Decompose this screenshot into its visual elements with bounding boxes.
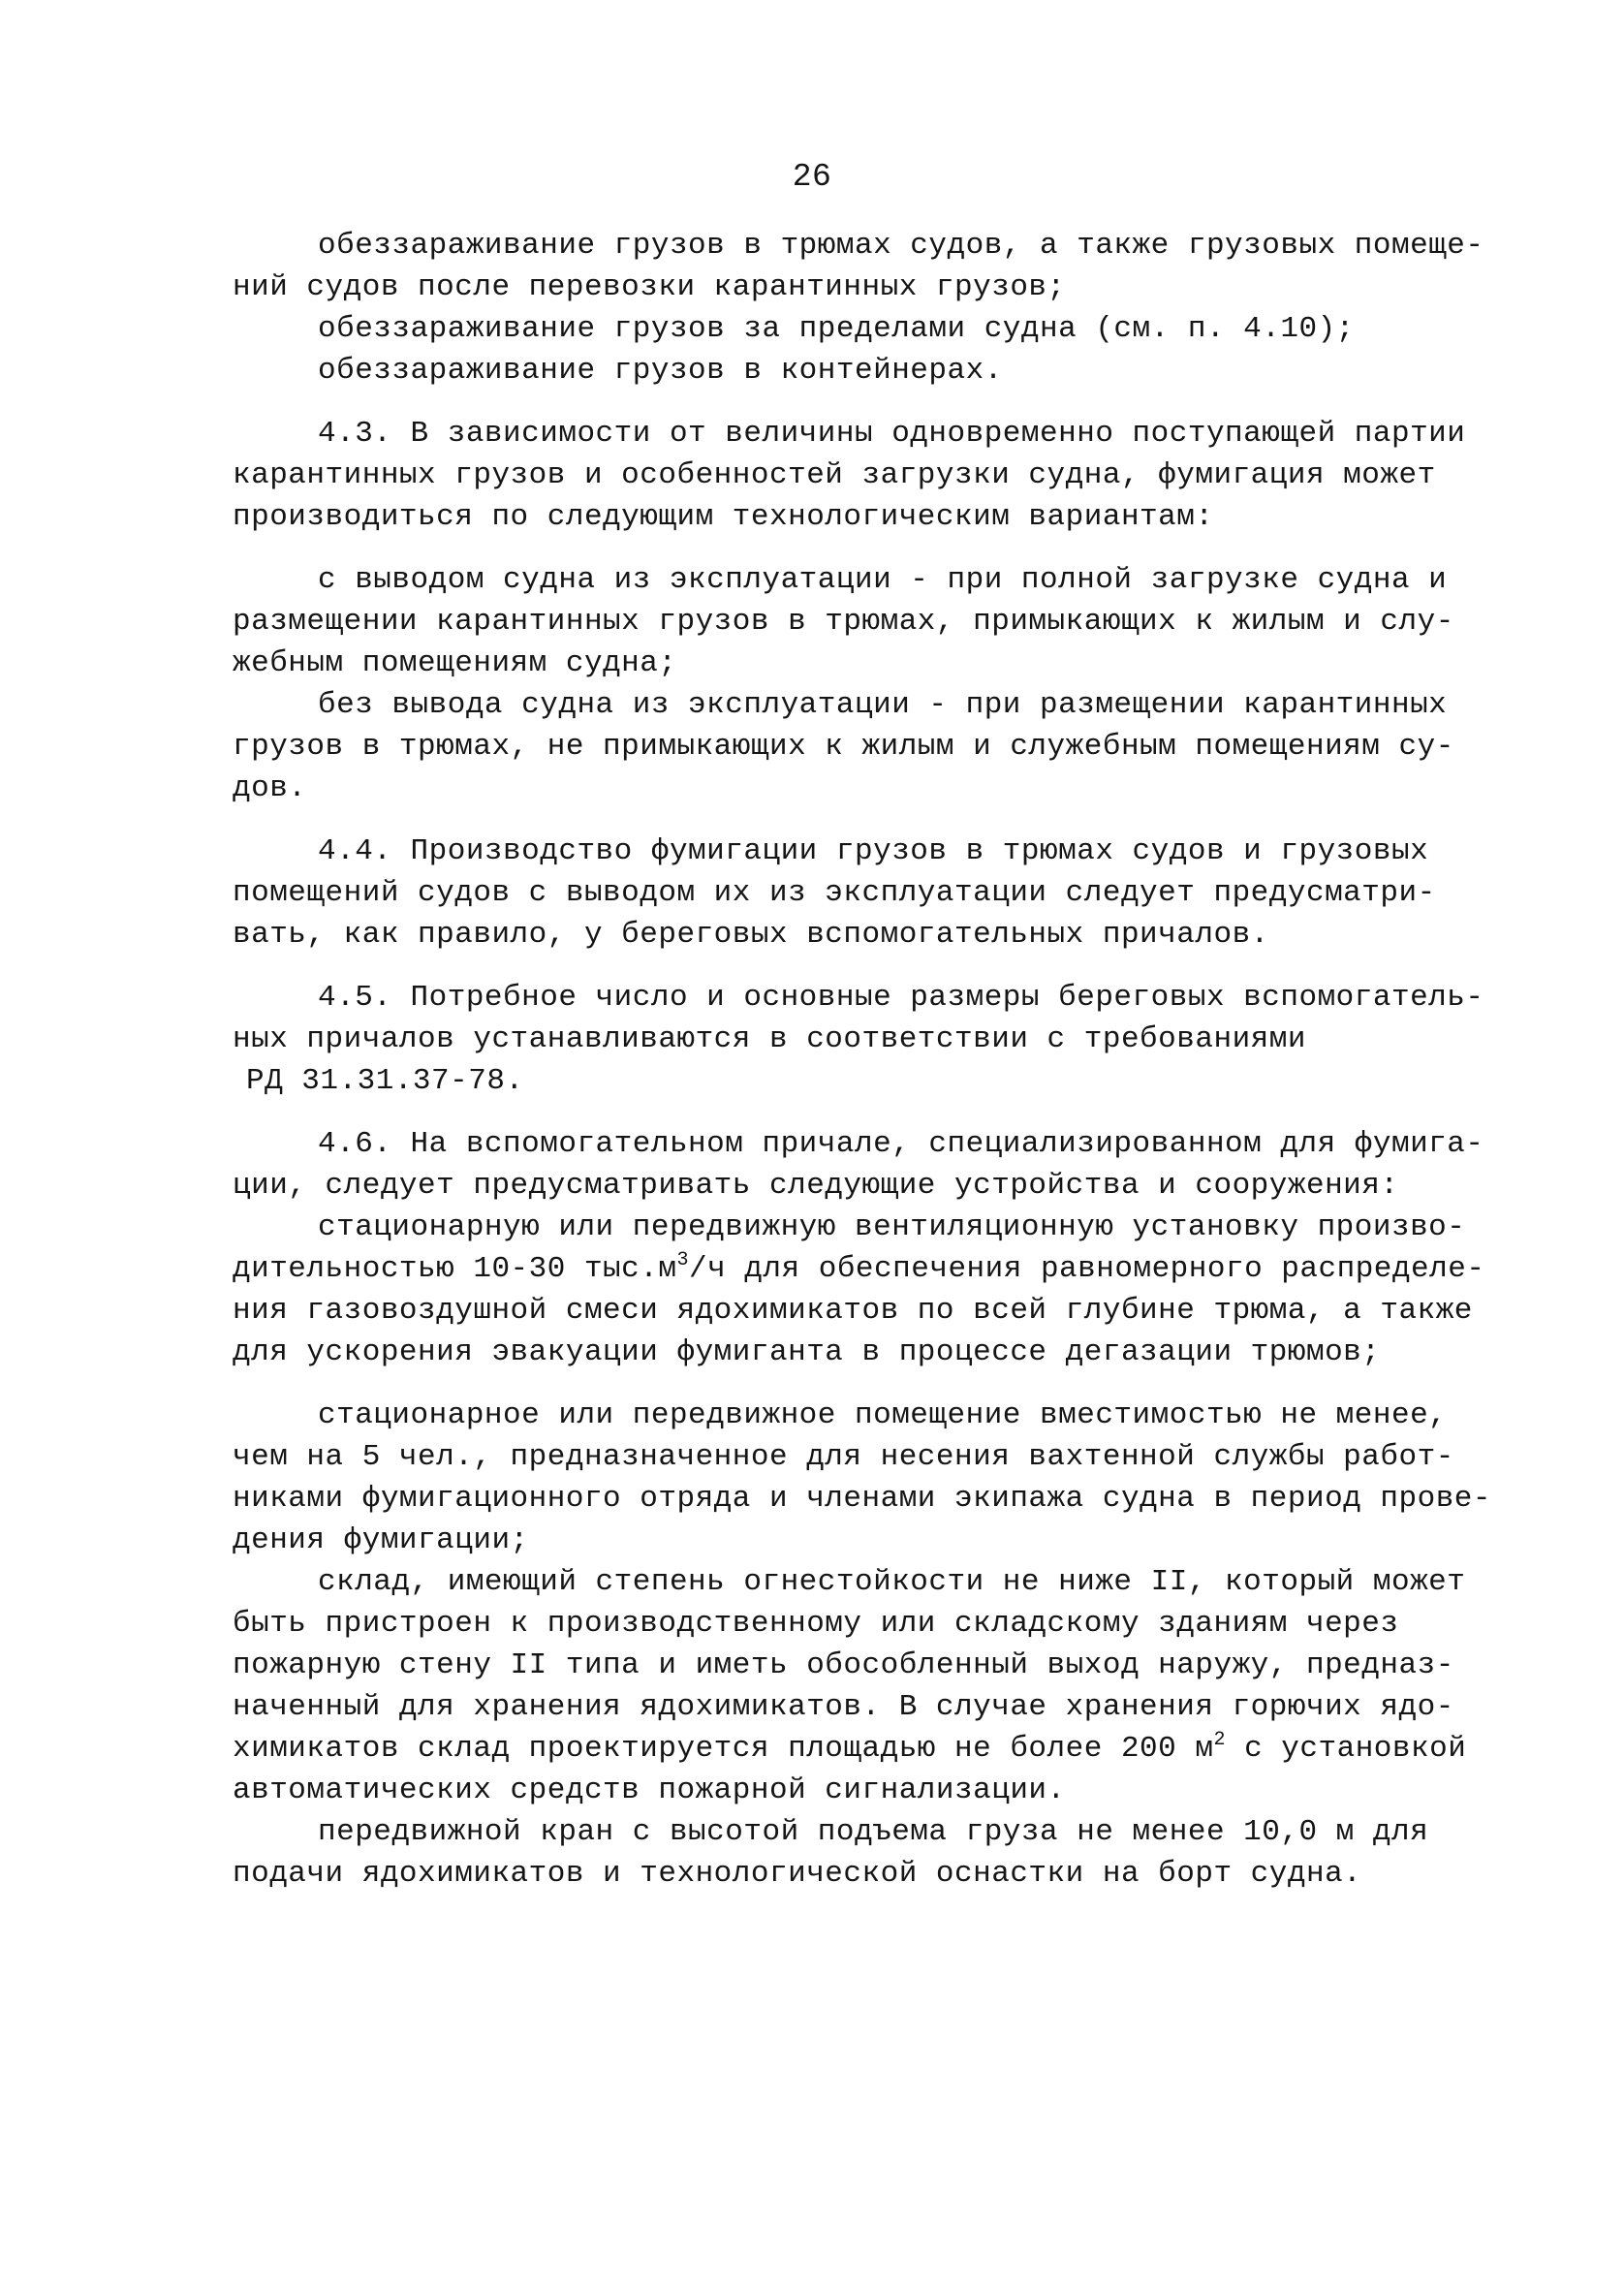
text-line: передвижной кран с высотой подъема груза не менее 10,0 м для [318,1815,1429,1849]
text-line: пожарную стену II типа и иметь обособленный выход наружу, предназ- [233,1648,1454,1682]
text-line: обеззараживание грузов за пределами судна (см. п. 4.10); [318,312,1355,346]
paragraph-gap [233,809,1434,831]
text-line: жебным помещениям судна; [233,646,677,680]
text-line: наченный для хранения ядохимикатов. В случае хранения горючих ядо- [233,1690,1454,1724]
text-line: обеззараживание грузов в трюмах судов, а также грузовых помеще- [318,229,1484,263]
paragraph-4-4: 4.4. Производство фумигации грузов в трюмах судов и грузовых [318,834,1429,868]
document-body [233,225,1492,1895]
text-line: стационарное или передвижное помещение вместимостью не менее, [318,1398,1448,1432]
text-line: производиться по следующим технологическим вариантам: [233,500,1214,534]
paragraph-gap [233,1102,1434,1123]
paragraph-4-3: 4.3. В зависимости от величины одновременно поступающей партии [318,417,1466,451]
text-fragment: /ч для обеспечения равномерного распределе- [689,1252,1485,1286]
text-line: быть пристроен к производственному или складскому зданиям через [233,1607,1399,1641]
text-line: чем на 5 чел., предназначенное для несения вахтенной службы работ- [233,1440,1454,1474]
text-line: ний судов после перевозки карантинных грузов; [233,270,1066,304]
text-line: подачи ядохимикатов и технологической оснастки на борт судна. [233,1857,1362,1891]
superscript: 3 [676,1249,689,1271]
text-fragment: дительностью 10-30 тыс.м [233,1252,677,1286]
text-line: ных причалов устанавливаются в соответствии с требованиями [233,1022,1306,1056]
text-fragment: с установкой [1225,1732,1467,1766]
superscript: 2 [1213,1729,1226,1751]
text-line: карантинных грузов и особенностей загрузки судна, фумигация может [233,458,1436,492]
text-line: ния газовоздушной смеси ядохимикатов по всей глубине трюма, а также [233,1294,1473,1328]
text-line: стационарную или передвижную вентиляционную установку произво- [318,1210,1466,1244]
text-line: без вывода судна из эксплуатации - при размещении карантинных [318,688,1448,722]
text-line: дения фумигации; [233,1523,529,1557]
text-line: размещении карантинных грузов в трюмах, примыкающих к жилым и слу- [233,605,1454,639]
text-line: РД 31.31.37-78. [246,1064,524,1098]
paragraph-4-5: 4.5. Потребное число и основные размеры береговых вспомогатель- [318,981,1484,1015]
text-line: автоматических средств пожарной сигнализации. [233,1773,1066,1807]
text-line: грузов в трюмах, не примыкающих к жилым и служебным помещениям су- [233,730,1454,764]
text-line: ции, следует предусматривать следующие устройства и сооружения: [233,1169,1399,1203]
text-line: для ускорения эвакуации фумиганта в процессе дегазации трюмов; [233,1335,1381,1369]
text-line: помещений судов с выводом их из эксплуатации следует предусматри- [233,876,1436,910]
text-line: обеззараживание грузов в контейнерах. [318,354,1003,388]
paragraph-gap [233,1373,1434,1395]
paragraph-gap [233,538,1434,559]
page-number: 26 [792,159,832,195]
text-fragment: химикатов склад проектируется площадью не более 200 м [233,1732,1214,1766]
text-line: вать, как правило, у береговых вспомогательных причалов. [233,918,1269,952]
text-line: с выводом судна из эксплуатации - при полной загрузке судна и [318,563,1448,597]
text-line [233,1248,1485,1290]
paragraph-gap [233,392,1434,413]
paragraph-gap [233,956,1434,977]
text-line: никами фумигационного отряда и членами экипажа судна в период прове- [233,1482,1492,1516]
text-line: склад, имеющий степень огнестойкости не ниже II, который может [318,1565,1466,1599]
paragraph-4-6: 4.6. На вспомогательном причале, специализированном для фумига- [318,1127,1484,1161]
text-line [233,1728,1467,1770]
text-line: дов. [233,771,307,805]
